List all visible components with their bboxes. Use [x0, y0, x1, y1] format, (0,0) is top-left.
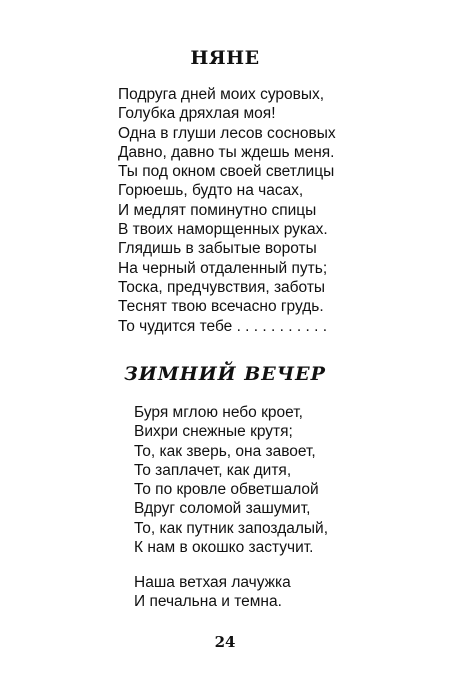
- poem-line: И печальна и темна.: [134, 593, 282, 611]
- poem-line: В твоих наморщенных руках.: [118, 221, 328, 239]
- poem-line: Вихри снежные крутя;: [134, 423, 293, 441]
- poem-line: К нам в окошко застучит.: [134, 539, 314, 557]
- poem-line: То по кровле обветшалой: [134, 481, 319, 499]
- poem-line: Теснят твою всечасно грудь.: [118, 298, 324, 316]
- poem-line: Подруга дней моих суровых,: [118, 86, 325, 103]
- poem-line: Буря мглою небо кроет,: [134, 404, 303, 421]
- poem-line: Голубка дряхлая моя!: [118, 105, 276, 123]
- poem-line: То чудится тебе . . . . . . . . . . .: [118, 317, 328, 335]
- poem-line: То, как путник запоздалый,: [134, 519, 329, 537]
- poem-line: Тоска, предчувствия, заботы: [118, 278, 326, 296]
- poem-line: Горюешь, будто на часах,: [118, 182, 304, 200]
- poem-title-nyane: НЯНЕ: [190, 47, 260, 69]
- poem-zimniy-vecher-stanza-1: [134, 403, 328, 557]
- poem-line: Давно, давно ты ждешь меня.: [118, 143, 335, 161]
- poem-line: Одна в глуши лесов сосновых: [118, 124, 336, 142]
- poem-line: Наша ветхая лачужка: [134, 574, 291, 591]
- poem-line: И медлят поминутно спицы: [118, 201, 317, 219]
- poem-line: То заплачет, как дитя,: [134, 461, 292, 479]
- poem-line: На черный отдаленный путь;: [118, 259, 328, 277]
- poem-zimniy-vecher-stanza-2: [134, 573, 291, 612]
- poem-line: Глядишь в забытые вороты: [118, 240, 317, 258]
- poem-nyane-stanza-1: [118, 85, 336, 336]
- poem-line: То, как зверь, она завоет,: [134, 442, 316, 460]
- poem-line: Вдруг соломой зашумит,: [134, 500, 311, 518]
- poem-title-zimniy-vecher: ЗИМНИЙ ВЕЧЕР: [124, 363, 326, 385]
- poem-line: Ты под окном своей светлицы: [118, 163, 335, 181]
- page-number: 24: [214, 633, 236, 651]
